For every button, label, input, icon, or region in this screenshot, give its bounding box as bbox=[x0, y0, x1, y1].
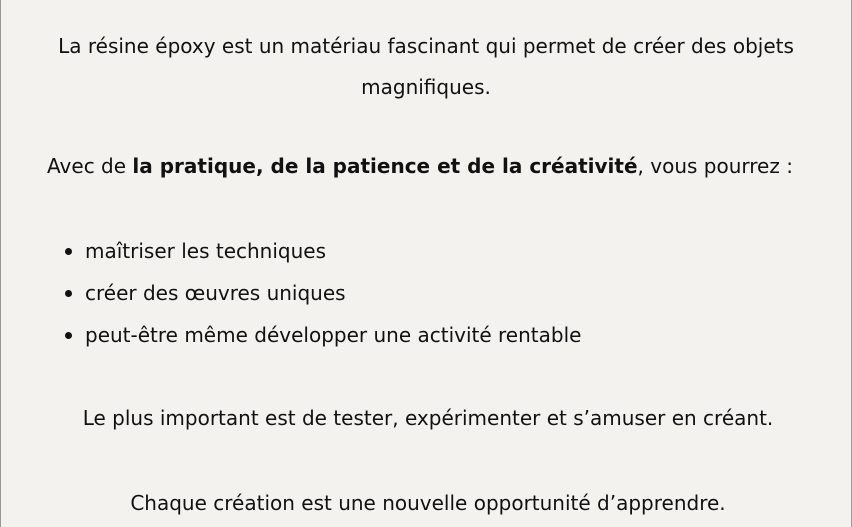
list-item: peut-être même développer une activité rentable bbox=[85, 314, 581, 356]
list-item: créer des œuvres uniques bbox=[85, 272, 581, 314]
intro-paragraph: La résine époxy est un matériau fascinant qui permet de créer des objets magnifiques. bbox=[58, 34, 794, 99]
skills-intro-prefix: Avec de bbox=[47, 154, 133, 178]
list-item: maîtriser les techniques bbox=[85, 230, 581, 272]
skills-intro-suffix: , vous pourrez : bbox=[637, 154, 793, 178]
tip-paragraph: Le plus important est de tester, expérimenter et s’amuser en créant. bbox=[82, 406, 774, 430]
skills-intro-paragraph bbox=[1, 146, 839, 186]
closing-paragraph: Chaque création est une nouvelle opportunité d’apprendre. bbox=[130, 491, 726, 515]
skills-intro-emphasis: la pratique, de la patience et de la créativité bbox=[132, 154, 638, 178]
benefits-list bbox=[85, 230, 581, 356]
